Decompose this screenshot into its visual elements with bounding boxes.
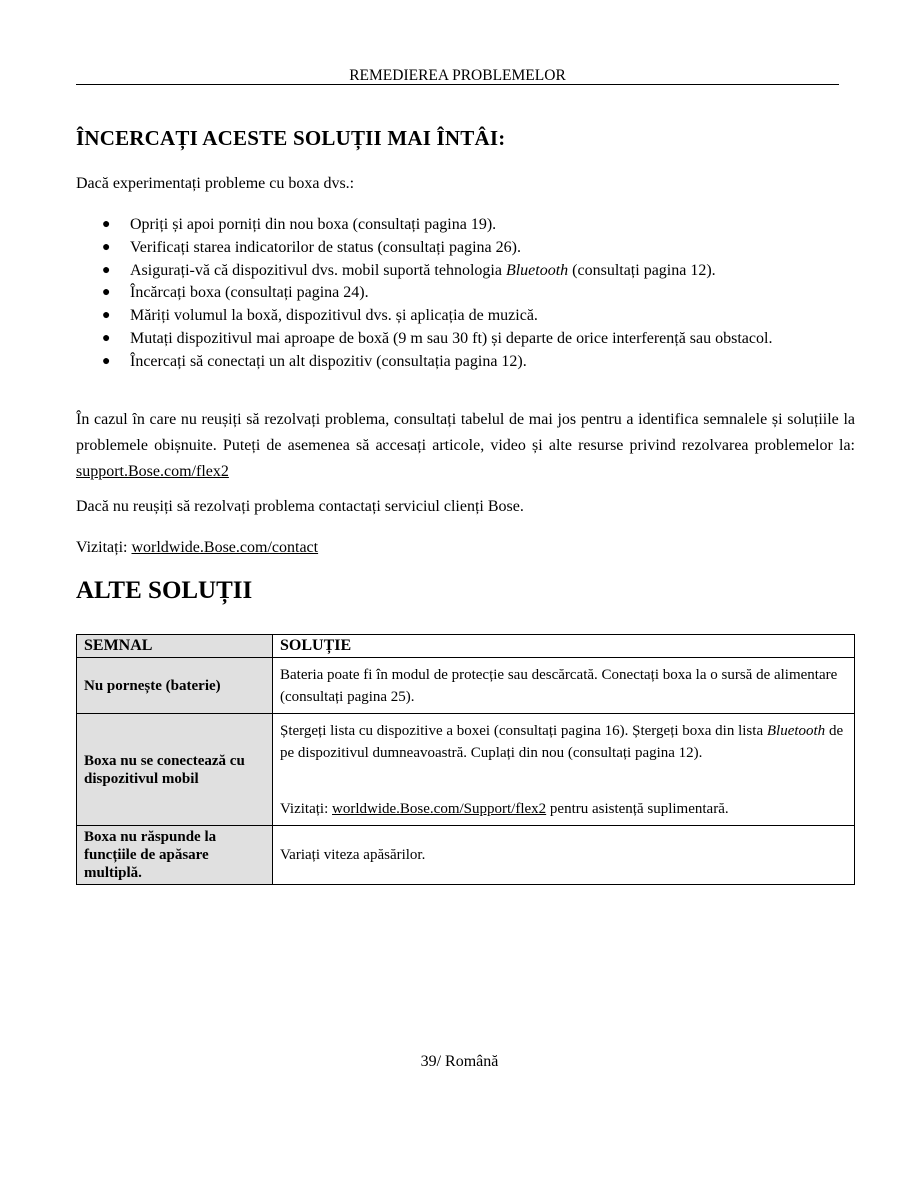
list-item: ● Asigurați-vă că dispozitivul dvs. mobil suportă tehnologia Bluetooth (consultați pagina 12).: [76, 260, 772, 283]
column-header-solution: SOLUȚIE: [273, 635, 855, 658]
header-title: REMEDIEREA PROBLEMELOR: [345, 67, 570, 84]
table-row: [77, 658, 855, 714]
solution-cell: Bateria poate fi în modul de protecție sau descărcată. Conectați boxa la o sursă de alimentare (consultați pagina 25).: [273, 658, 855, 714]
list-item: ● Mutați dispozitivul mai aproape de boxă (9 m sau 30 ft) și departe de orice interferență sau obstacol.: [76, 328, 772, 351]
signal-cell: Nu pornește (baterie): [77, 658, 273, 714]
bullet-icon: ●: [102, 308, 111, 324]
troubleshooting-paragraph: În cazul în care nu reușiți să rezolvați problema, consultați tabelul de mai jos pentru a identifica semnalele și soluțiile la problemele obișnuite. Puteți de asemenea să accesați articole, video și alte resurse privind rezolvarea problemelor la: support.Bose.com/flex2: [76, 411, 855, 480]
bullet-icon: ●: [102, 217, 111, 232]
list-item: ● Verificați starea indicatorilor de status (consultați pagina 26).: [76, 237, 772, 260]
table-row: [77, 714, 855, 826]
visit-paragraph: Vizitați: worldwide.Bose.com/contact: [76, 539, 319, 556]
intro-text: Dacă experimentați probleme cu boxa dvs.:: [76, 175, 355, 192]
list-item: ● Încercați să conectați un alt dispozitiv (consultația pagina 12).: [76, 351, 772, 374]
bullet-icon: ●: [102, 285, 111, 301]
support-link[interactable]: support.Bose.com/flex2: [76, 463, 229, 480]
contact-link[interactable]: worldwide.Bose.com/contact: [131, 539, 319, 556]
bullet-icon: ●: [102, 262, 111, 278]
section-heading-other-solutions: ALTE SOLUȚII: [76, 577, 253, 604]
contact-paragraph: Dacă nu reușiți să rezolvați problema contactați serviciul clienți Bose.: [76, 498, 524, 515]
list-item: ● Încărcați boxa (consultați pagina 24).: [76, 282, 772, 305]
table-header-row: [77, 635, 855, 658]
bullet-icon: ●: [102, 353, 111, 369]
list-item: ● Opriți și apoi porniți din nou boxa (consultați pagina 19).: [76, 214, 772, 237]
solution-cell: Variați viteza apăsărilor.: [273, 826, 855, 885]
table-row: [77, 826, 855, 885]
column-header-signal: SEMNAL: [77, 635, 273, 658]
page-number: 39/ Română: [420, 1053, 499, 1070]
signal-cell: Boxa nu răspunde la funcțiile de apăsare multiplă.: [77, 826, 273, 885]
support-flex2-link[interactable]: worldwide.Bose.com/Support/flex2: [332, 800, 547, 817]
page-header: [76, 66, 839, 85]
section-heading-first-solutions: ÎNCERCAȚI ACESTE SOLUȚII MAI ÎNTÂI:: [76, 126, 506, 150]
bullet-icon: ●: [102, 330, 111, 346]
list-item: ● Măriți volumul la boxă, dispozitivul dvs. și aplicația de muzică.: [76, 305, 772, 328]
solution-cell: Ștergeți lista cu dispozitive a boxei (consultați pagina 16). Ștergeți boxa din lista Bluetooth de pe dispozitivul dumneavoastră. Cuplați din nou (consultați pagina 12). Vizitați: worldwide.Bose.com/Support/flex2 pentru asistență suplimentară.: [273, 714, 855, 826]
solutions-list: [76, 214, 772, 374]
solutions-table: [76, 634, 855, 885]
signal-cell: Boxa nu se conectează cu dispozitivul mobil: [77, 714, 273, 826]
bullet-icon: ●: [102, 239, 111, 255]
